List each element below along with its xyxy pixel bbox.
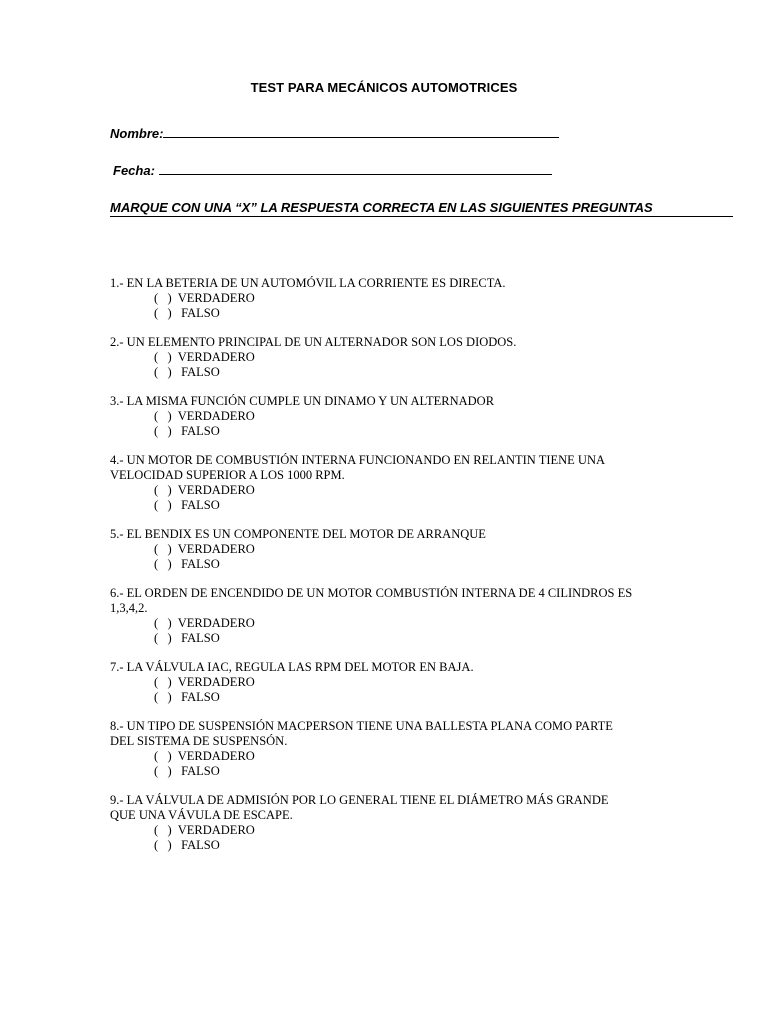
- question-text: 5.- EL BENDIX ES UN COMPONENTE DEL MOTOR DE ARRANQUE: [110, 527, 486, 541]
- question-9: [110, 793, 670, 853]
- option-verdadero[interactable]: ( ) VERDADERO: [154, 823, 255, 837]
- question-8: [110, 719, 670, 779]
- question-7: [110, 660, 670, 705]
- option-verdadero[interactable]: ( ) VERDADERO: [154, 542, 255, 556]
- question-4: [110, 453, 670, 513]
- question-text: 8.- UN TIPO DE SUSPENSIÓN MACPERSON TIENE UNA BALLESTA PLANA COMO PARTE DEL SISTEMA DE SUSPENSÓN.: [110, 719, 613, 748]
- question-text: 2.- UN ELEMENTO PRINCIPAL DE UN ALTERNADOR SON LOS DIODOS.: [110, 335, 517, 349]
- option-verdadero[interactable]: ( ) VERDADERO: [154, 675, 255, 689]
- nombre-blank-line[interactable]: [163, 125, 559, 138]
- fecha-label: Fecha:: [113, 163, 155, 178]
- option-falso[interactable]: ( ) FALSO: [154, 557, 220, 571]
- option-verdadero[interactable]: ( ) VERDADERO: [154, 409, 255, 423]
- question-6: [110, 586, 670, 646]
- option-verdadero[interactable]: ( ) VERDADERO: [154, 749, 255, 763]
- option-falso[interactable]: ( ) FALSO: [154, 424, 220, 438]
- question-text: 4.- UN MOTOR DE COMBUSTIÓN INTERNA FUNCIONANDO EN RELANTIN TIENE UNA VELOCIDAD SUPERIOR A LOS 1000 RPM.: [110, 453, 606, 482]
- question-1: [110, 276, 670, 321]
- option-falso[interactable]: ( ) FALSO: [154, 838, 220, 852]
- question-text: 6.- EL ORDEN DE ENCENDIDO DE UN MOTOR COMBUSTIÓN INTERNA DE 4 CILINDROS ES 1,3,4,2.: [110, 586, 633, 615]
- question-3: [110, 394, 670, 439]
- option-verdadero[interactable]: ( ) VERDADERO: [154, 616, 255, 630]
- fecha-blank-line[interactable]: [159, 162, 552, 175]
- instruction-text: MARQUE CON UNA “X” LA RESPUESTA CORRECTA EN LAS SIGUIENTES PREGUNTAS: [110, 200, 733, 217]
- option-verdadero[interactable]: ( ) VERDADERO: [154, 291, 255, 305]
- option-falso[interactable]: ( ) FALSO: [154, 764, 220, 778]
- option-falso[interactable]: ( ) FALSO: [154, 306, 220, 320]
- question-2: [110, 335, 670, 380]
- nombre-label: Nombre:: [110, 126, 164, 141]
- question-5: [110, 527, 670, 572]
- option-falso[interactable]: ( ) FALSO: [154, 690, 220, 704]
- fecha-field[interactable]: [113, 162, 552, 178]
- document-title: TEST PARA MECÁNICOS AUTOMOTRICES: [250, 80, 518, 95]
- question-text: 9.- LA VÁLVULA DE ADMISIÓN POR LO GENERAL TIENE EL DIÁMETRO MÁS GRANDE QUE UNA VÁVULA DE ESCAPE.: [110, 793, 609, 822]
- option-falso[interactable]: ( ) FALSO: [154, 365, 220, 379]
- nombre-field[interactable]: [110, 125, 559, 141]
- question-text: 7.- LA VÁLVULA IAC, REGULA LAS RPM DEL MOTOR EN BAJA.: [110, 660, 474, 674]
- option-verdadero[interactable]: ( ) VERDADERO: [154, 483, 255, 497]
- option-falso[interactable]: ( ) FALSO: [154, 631, 220, 645]
- question-list: [110, 276, 670, 867]
- question-text: 1.- EN LA BETERIA DE UN AUTOMÓVIL LA CORRIENTE ES DIRECTA.: [110, 276, 506, 290]
- question-text: 3.- LA MISMA FUNCIÓN CUMPLE UN DINAMO Y UN ALTERNADOR: [110, 394, 495, 408]
- option-verdadero[interactable]: ( ) VERDADERO: [154, 350, 255, 364]
- option-falso[interactable]: ( ) FALSO: [154, 498, 220, 512]
